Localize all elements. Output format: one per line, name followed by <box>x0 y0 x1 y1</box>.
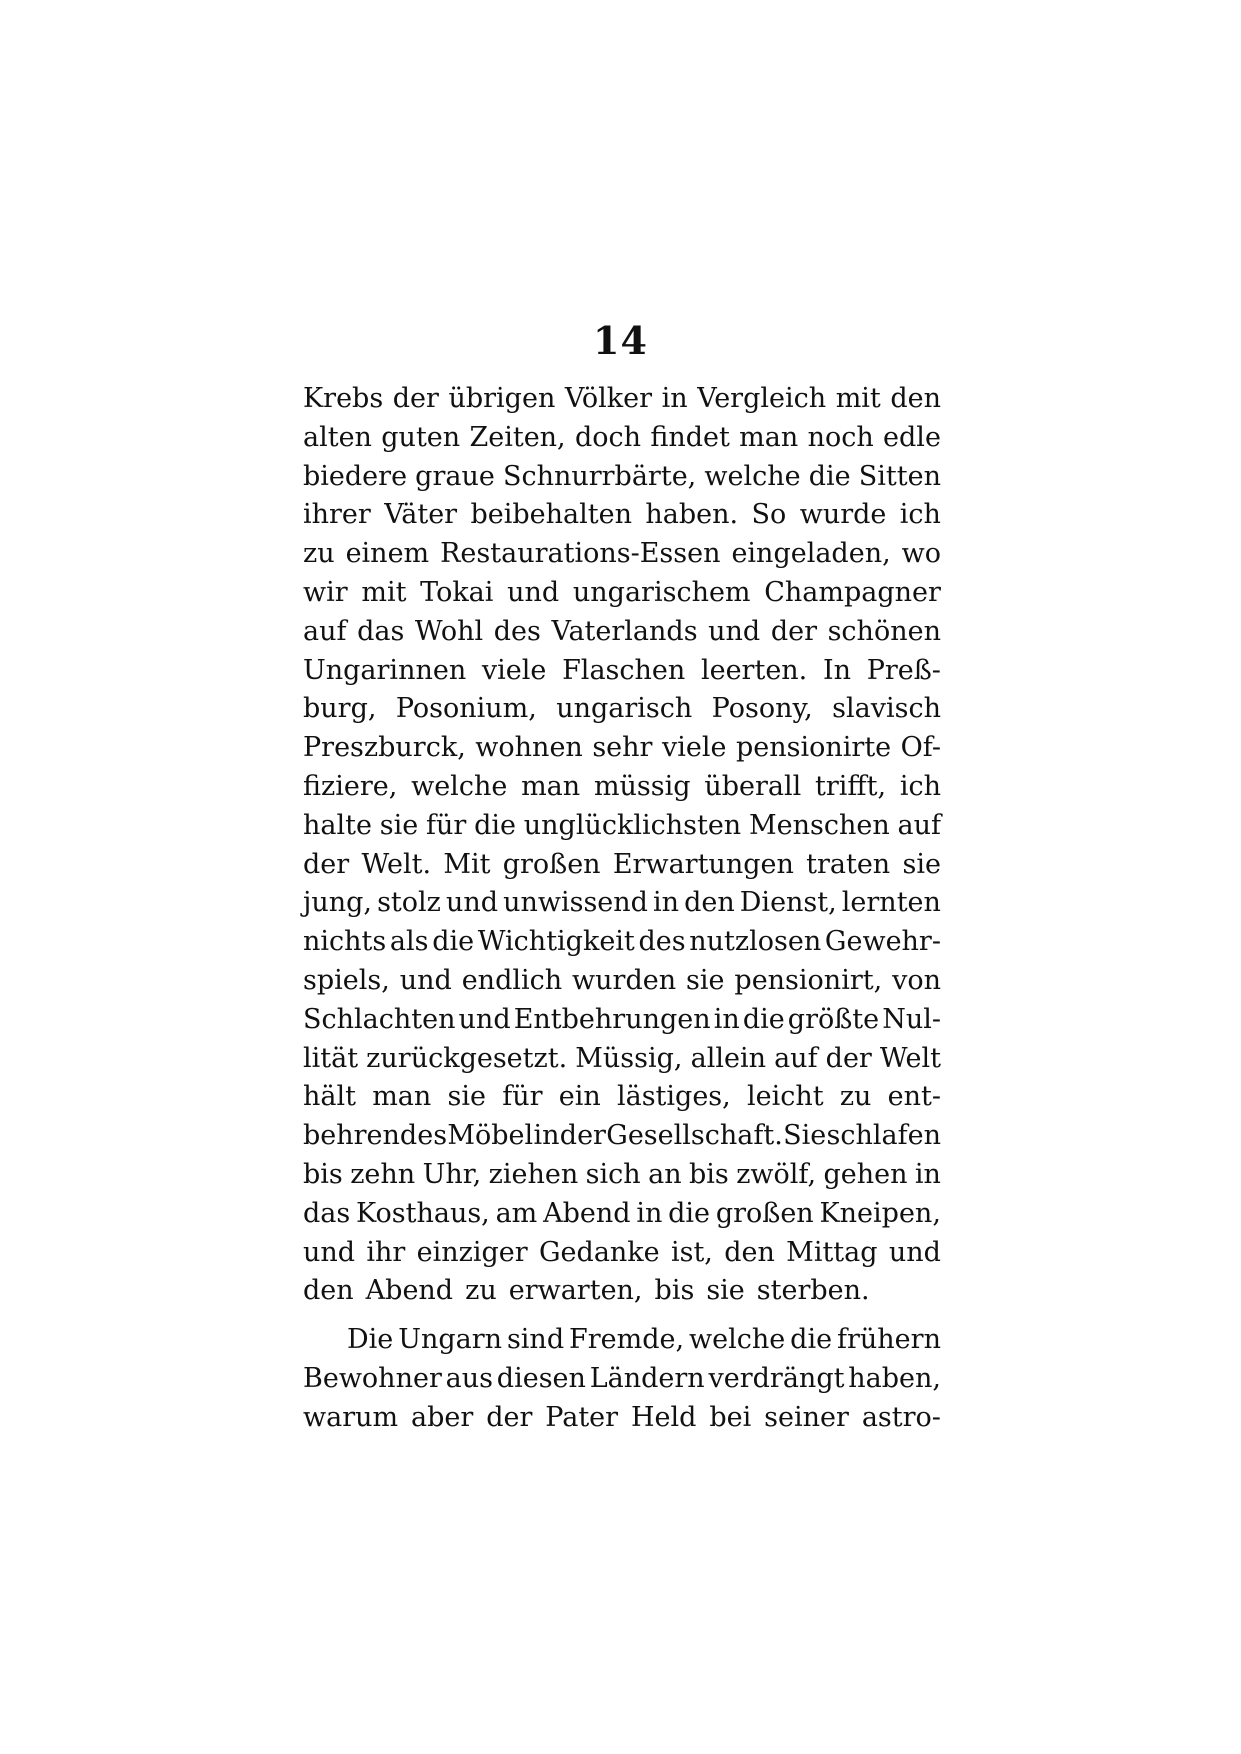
text-line: burg, Posonium, ungarisch Posony, slavisch <box>303 693 941 725</box>
text-line: auf das Wohl des Vaterlands und der schönen <box>303 615 941 647</box>
paragraph <box>303 380 941 1311</box>
paragraph <box>303 1321 941 1437</box>
text-line: behrendes Möbel in der Gesellschaft. Sie schlafen <box>303 1120 941 1152</box>
text-line: nichts als die Wichtigkeit des nutzlosen Gewehr- <box>303 926 941 958</box>
text-line: Krebs der übrigen Völker in Vergleich mit den <box>303 383 941 414</box>
text-line: und ihr einziger Gedanke ist, den Mittag und <box>303 1236 941 1268</box>
text-line: jung, stolz und unwissend in den Dienst, lernten <box>303 887 941 919</box>
text-line: Ungarinnen viele Flaschen leerten. In Preß- <box>303 654 941 686</box>
text-line: Bewohner aus diesen Ländern verdrängt haben, <box>303 1362 941 1394</box>
text-line: alten guten Zeiten, doch findet man noch edle <box>303 421 941 453</box>
text-line: warum aber der Pater Held bei seiner astro- <box>303 1401 941 1433</box>
text-line: Preszburck, wohnen sehr viele pensionirte Of- <box>303 732 941 764</box>
text-line: lität zurückgesetzt. Müssig, allein auf der Welt <box>303 1042 941 1074</box>
text-line: spiels, und endlich wurden sie pensionirt, von <box>303 964 941 996</box>
text-line: der Welt. Mit großen Erwartungen traten sie <box>303 848 941 880</box>
page-number: 14 <box>593 318 648 363</box>
text-line: biedere graue Schnurrbärte, welche die Sitten <box>303 460 941 492</box>
text-line: das Kosthaus, am Abend in die großen Kneipen, <box>303 1197 941 1229</box>
text-line: halte sie für die unglücklichsten Menschen auf <box>303 809 941 841</box>
text-line: Schlachten und Entbehrungen in die größte Nul- <box>303 1003 941 1035</box>
text-line: zu einem Restaurations-Essen eingeladen, wo <box>303 538 941 570</box>
text-line: fiziere, welche man müssig überall trifft, ich <box>303 770 941 802</box>
text-line: hält man sie für ein lästiges, leicht zu ent- <box>303 1081 941 1113</box>
text-line: Die Ungarn sind Fremde, welche die frühern <box>347 1324 941 1356</box>
text-line: bis zehn Uhr, ziehen sich an bis zwölf, gehen in <box>303 1158 941 1190</box>
text-line: ihrer Väter beibehalten haben. So wurde ich <box>303 499 941 531</box>
text-line: wir mit Tokai und ungarischem Champagner <box>303 576 941 608</box>
body-text <box>303 380 941 1438</box>
text-line: den Abend zu erwarten, bis sie sterben. <box>303 1275 870 1307</box>
